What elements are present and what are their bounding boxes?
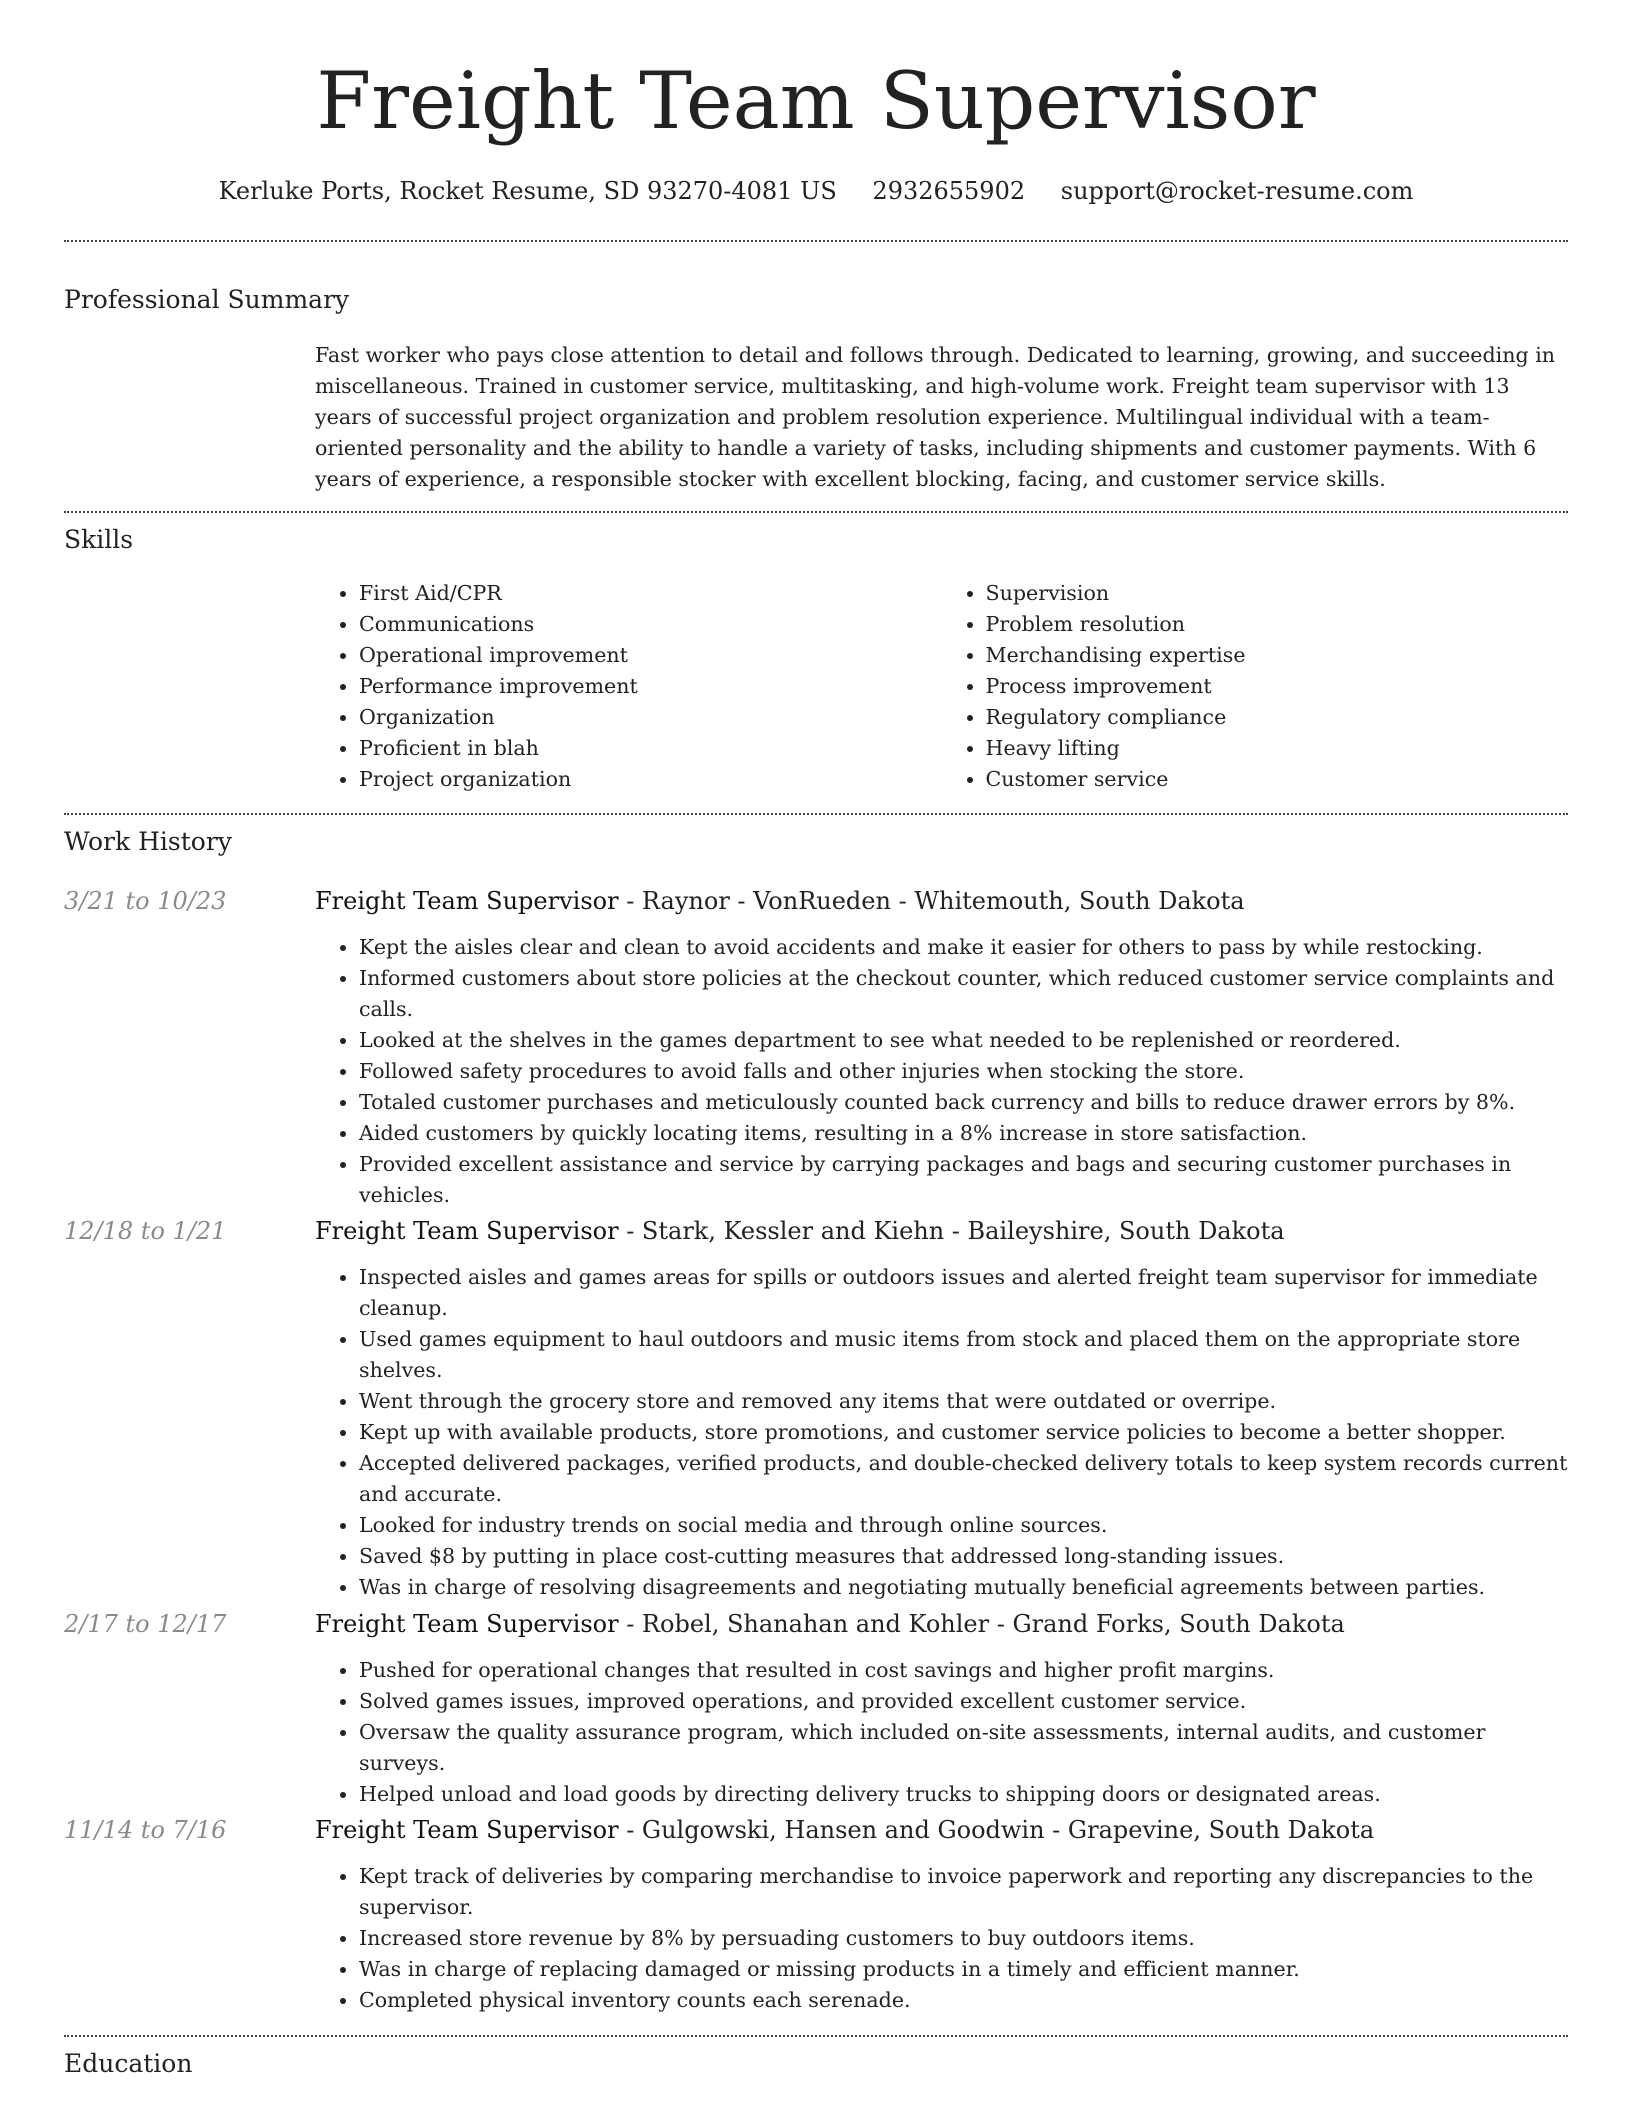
job-role: Freight Team Supervisor — [315, 1610, 619, 1638]
job-bullet: • Aided customers by quickly locating items, resulting in a 8% increase in store satisfaction. — [359, 1118, 1568, 1149]
job-title — [315, 884, 1245, 918]
job-bullet: • Was in charge of resolving disagreements and negotiating mutually beneficial agreements between parties. — [359, 1572, 1568, 1603]
skills-column-left — [315, 578, 942, 795]
job-dates: 11/14 to 7/16 — [64, 1816, 227, 1844]
contact-phone: 2932655902 — [872, 177, 1026, 205]
job-role: Freight Team Supervisor — [315, 1217, 619, 1245]
job-role: Freight Team Supervisor — [315, 887, 619, 915]
job-bullet: • Completed physical inventory counts each serenade. — [359, 1985, 1568, 2016]
job-bullet: • Went through the grocery store and removed any items that were outdated or overripe. — [359, 1386, 1568, 1417]
job-employer: - Raynor - VonRueden - Whitemouth, South Dakota — [618, 887, 1245, 915]
skill-item: • Heavy lifting — [986, 733, 1569, 764]
resume-header — [0, 48, 1632, 208]
work-history-heading: Work History — [64, 827, 232, 856]
job-bullet: • Totaled customer purchases and meticulously counted back currency and bills to reduce drawer errors by 8%. — [359, 1087, 1568, 1118]
job-role: Freight Team Supervisor — [315, 1816, 619, 1844]
divider — [64, 813, 1568, 815]
job-bullets — [315, 932, 1568, 1211]
job-bullet: • Informed customers about store policies at the checkout counter, which reduced customer service complaints and calls. — [359, 963, 1568, 1025]
job-title — [315, 1813, 1374, 1847]
skill-item: • First Aid/CPR — [359, 578, 942, 609]
job-bullet: • Looked at the shelves in the games department to see what needed to be replenished or reordered. — [359, 1025, 1568, 1056]
job-bullet: • Solved games issues, improved operations, and provided excellent customer service. — [359, 1686, 1568, 1717]
skills-list — [315, 578, 1568, 795]
job-employer: - Robel, Shanahan and Kohler - Grand Forks, South Dakota — [618, 1610, 1345, 1638]
job-bullet: • Used games equipment to haul outdoors and music items from stock and placed them on the appropriate store shelves. — [359, 1324, 1568, 1386]
summary-text: Fast worker who pays close attention to detail and follows through. Dedicated to learning, growing, and succeeding in miscellaneous. Trained in customer service, multitasking, and high-volume work. Freight team supervisor with 13 years of successful project organization and problem resolution experience. Multilingual individual with a team-oriented personality and the ability to handle a variety of tasks, including shipments and customer payments. With 6 years of experience, a responsible stocker with excellent blocking, facing, and customer service skills. — [315, 343, 1556, 491]
job-bullet: • Kept the aisles clear and clean to avoid accidents and make it easier for others to pass by while restocking. — [359, 932, 1568, 963]
job-title — [315, 1214, 1285, 1248]
job-bullet: • Was in charge of replacing damaged or missing products in a timely and efficient manner. — [359, 1954, 1568, 1985]
divider — [64, 511, 1568, 513]
skill-item: • Communications — [359, 609, 942, 640]
divider — [64, 2035, 1568, 2037]
job-bullet: • Kept track of deliveries by comparing merchandise to invoice paperwork and reporting any discrepancies to the supervisor. — [359, 1861, 1568, 1923]
contact-email: support@rocket-resume.com — [1060, 177, 1414, 205]
contact-line — [0, 174, 1632, 208]
job-bullet: • Oversaw the quality assurance program, which included on-site assessments, internal audits, and customer surveys. — [359, 1717, 1568, 1779]
skill-item: • Customer service — [986, 764, 1569, 795]
job-bullet: • Helped unload and load goods by directing delivery trucks to shipping doors or designated areas. — [359, 1779, 1568, 1810]
job-bullet: • Pushed for operational changes that resulted in cost savings and higher profit margins. — [359, 1655, 1568, 1686]
skill-item: • Problem resolution — [986, 609, 1569, 640]
job-title — [315, 1607, 1345, 1641]
job-bullet: • Followed safety procedures to avoid falls and other injuries when stocking the store. — [359, 1056, 1568, 1087]
job-dates: 3/21 to 10/23 — [64, 887, 227, 915]
job-bullet: • Accepted delivered packages, verified products, and double-checked delivery totals to keep system records current and accurate. — [359, 1448, 1568, 1510]
job-dates: 12/18 to 1/21 — [64, 1217, 227, 1245]
skill-item: • Organization — [359, 702, 942, 733]
job-bullets — [315, 1262, 1568, 1603]
skill-item: • Regulatory compliance — [986, 702, 1569, 733]
skill-item: • Performance improvement — [359, 671, 942, 702]
job-bullet: • Provided excellent assistance and service by carrying packages and bags and securing customer purchases in vehicles. — [359, 1149, 1568, 1211]
contact-address: Kerluke Ports, Rocket Resume, SD 93270-4081 US — [218, 177, 837, 205]
summary-heading: Professional Summary — [64, 285, 350, 314]
job-bullet: • Kept up with available products, store promotions, and customer service policies to become a better shopper. — [359, 1417, 1568, 1448]
candidate-name: Freight Team Supervisor — [316, 55, 1316, 147]
skill-item: • Operational improvement — [359, 640, 942, 671]
skill-item: • Merchandising expertise — [986, 640, 1569, 671]
skill-item: • Project organization — [359, 764, 942, 795]
job-bullets — [315, 1861, 1568, 2016]
job-employer: - Stark, Kessler and Kiehn - Baileyshire, South Dakota — [618, 1217, 1285, 1245]
job-dates: 2/17 to 12/17 — [64, 1610, 227, 1638]
skill-item: • Proficient in blah — [359, 733, 942, 764]
skill-item: • Process improvement — [986, 671, 1569, 702]
job-employer: - Gulgowski, Hansen and Goodwin - Grapevine, South Dakota — [618, 1816, 1375, 1844]
skill-item: • Supervision — [986, 578, 1569, 609]
education-heading: Education — [64, 2049, 193, 2078]
job-bullet: • Inspected aisles and games areas for spills or outdoors issues and alerted freight team supervisor for immediate cleanup. — [359, 1262, 1568, 1324]
job-bullets — [315, 1655, 1568, 1810]
job-bullet: • Increased store revenue by 8% by persuading customers to buy outdoors items. — [359, 1923, 1568, 1954]
skills-heading: Skills — [64, 525, 134, 554]
job-bullet: • Saved $8 by putting in place cost-cutting measures that addressed long-standing issues. — [359, 1541, 1568, 1572]
job-bullet: • Looked for industry trends on social media and through online sources. — [359, 1510, 1568, 1541]
divider — [64, 240, 1568, 242]
skills-column-right — [942, 578, 1569, 795]
